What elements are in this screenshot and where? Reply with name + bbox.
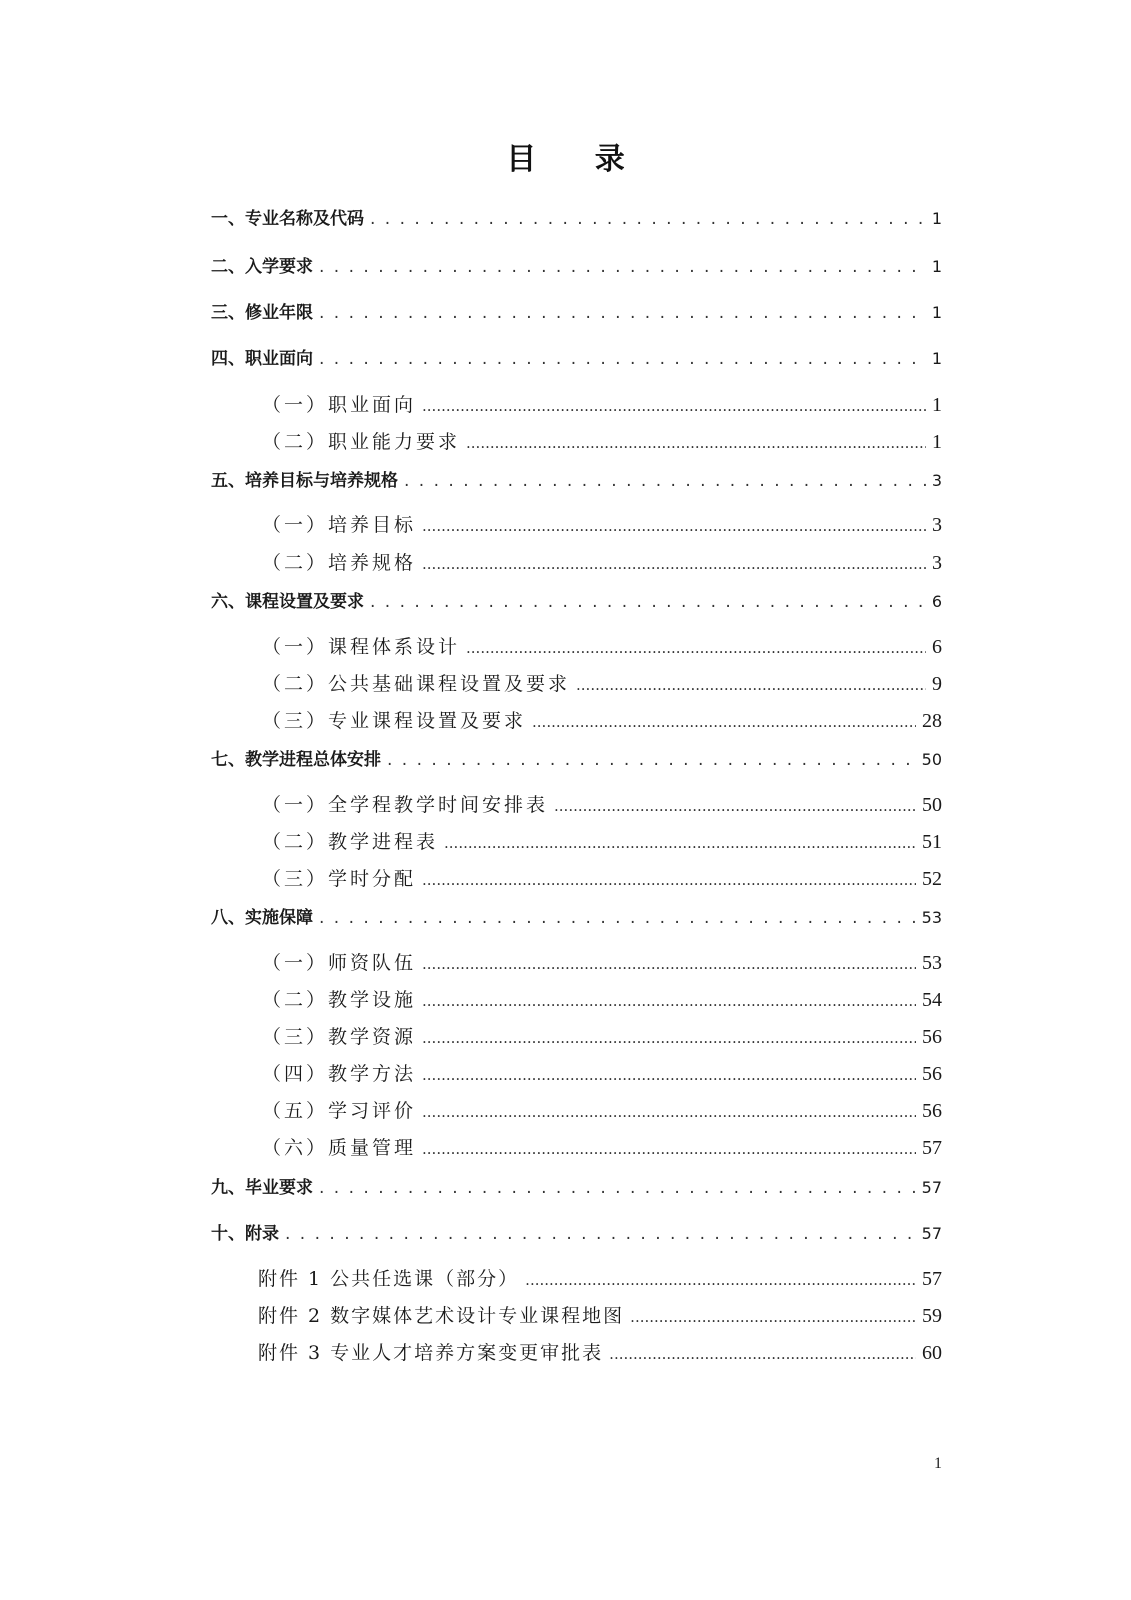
dot-leader	[576, 676, 926, 694]
toc-entry-page: 53	[922, 952, 942, 974]
toc-entry-label: 三、修业年限	[211, 303, 313, 323]
dot-leader	[387, 750, 916, 770]
toc-entry-label: （三）专业课程设置及要求	[262, 710, 527, 732]
toc-entry[interactable]	[211, 204, 942, 229]
toc-entry-label: 八、实施保障	[211, 908, 313, 928]
toc-entry-label: （五）学习评价	[262, 1100, 417, 1122]
toc-entry-page: 50	[922, 794, 942, 816]
dot-leader	[319, 908, 916, 928]
dot-leader	[404, 471, 926, 491]
toc-entry-page: 56	[922, 1026, 942, 1048]
toc-title: 目 录	[506, 142, 649, 177]
toc-entry-page: 54	[922, 989, 942, 1011]
toc-entry[interactable]	[211, 252, 942, 277]
toc-entry-page: 1	[932, 431, 942, 453]
dot-leader	[630, 1308, 916, 1326]
toc-entry-page: 3	[932, 552, 942, 574]
toc-entry-page: 52	[922, 868, 942, 890]
toc-entry[interactable]	[211, 298, 942, 323]
toc-entry-label: （一）培养目标	[262, 514, 417, 536]
toc-entry-label: 九、毕业要求	[211, 1178, 313, 1198]
dot-leader	[422, 555, 926, 573]
dot-leader	[525, 1271, 916, 1289]
toc-entry[interactable]	[211, 745, 942, 770]
toc-entry-label: （一）课程体系设计	[262, 636, 461, 658]
dot-leader	[422, 992, 916, 1010]
toc-entry-page: 1	[931, 349, 942, 368]
toc-entry-label: （二）职业能力要求	[262, 431, 461, 453]
toc-subentry[interactable]	[262, 632, 942, 659]
toc-subentry[interactable]	[262, 1096, 942, 1123]
dot-leader	[444, 834, 916, 852]
toc-entry-page: 1	[931, 209, 942, 228]
toc-subentry[interactable]	[262, 427, 942, 454]
toc-entry-label: 附件 2 数字媒体艺术设计专业课程地图	[258, 1305, 625, 1327]
toc-subentry[interactable]	[262, 1133, 942, 1160]
toc-entry-label: （二）培养规格	[262, 552, 417, 574]
toc-subentry[interactable]	[262, 948, 942, 975]
toc-entry-label: 二、入学要求	[211, 257, 313, 277]
toc-entry-page: 3	[932, 514, 942, 536]
dot-leader	[422, 517, 926, 535]
toc-subentry[interactable]	[262, 827, 942, 854]
toc-subentry[interactable]	[262, 864, 942, 891]
page-number: 1	[934, 1455, 942, 1472]
toc-entry-label: （四）教学方法	[262, 1063, 417, 1085]
toc-entry-label: （三）教学资源	[262, 1026, 417, 1048]
toc-entry[interactable]	[211, 1219, 942, 1244]
toc-subentry[interactable]	[262, 390, 942, 417]
toc-entry-page: 1	[931, 257, 942, 276]
toc-entry-label: 四、职业面向	[211, 349, 313, 369]
dot-leader	[319, 303, 926, 323]
toc-entry-page: 57	[921, 1178, 942, 1197]
toc-entry-page: 57	[922, 1268, 942, 1290]
toc-entry-page: 60	[922, 1342, 942, 1364]
toc-entry-page: 6	[932, 636, 942, 658]
toc-entry-label: 七、教学进程总体安排	[211, 750, 381, 770]
dot-leader	[422, 1103, 916, 1121]
toc-subentry[interactable]	[262, 1059, 942, 1086]
toc-subentry[interactable]	[262, 548, 942, 575]
toc-entry-page: 9	[932, 673, 942, 695]
dot-leader	[319, 257, 926, 277]
dot-leader	[422, 871, 916, 889]
toc-entry-label: 一、专业名称及代码	[211, 209, 364, 229]
dot-leader	[554, 797, 916, 815]
dot-leader	[422, 955, 916, 973]
toc-entry-page: 56	[922, 1100, 942, 1122]
toc-entry-label: （一）师资队伍	[262, 952, 417, 974]
dot-leader	[466, 434, 926, 452]
toc-appendix-entry[interactable]	[258, 1338, 942, 1365]
toc-subentry[interactable]	[262, 1022, 942, 1049]
toc-appendix-entry[interactable]	[258, 1264, 942, 1291]
toc-entry-label: （一）职业面向	[262, 394, 417, 416]
dot-leader	[532, 713, 916, 731]
toc-subentry[interactable]	[262, 510, 942, 537]
dot-leader	[422, 1066, 916, 1084]
toc-entry-label: 附件 1 公共任选课（部分）	[258, 1268, 520, 1290]
toc-entry-label: 六、课程设置及要求	[211, 592, 364, 612]
toc-entry-page: 57	[922, 1137, 942, 1159]
toc-entry-page: 56	[922, 1063, 942, 1085]
dot-leader	[422, 397, 926, 415]
toc-entry-label: 五、培养目标与培养规格	[211, 471, 398, 491]
toc-entry-page: 51	[922, 831, 942, 853]
dot-leader	[319, 349, 926, 369]
toc-entry[interactable]	[211, 1173, 942, 1198]
toc-entry-page: 53	[921, 908, 942, 927]
toc-entry-page: 50	[921, 750, 942, 769]
toc-entry[interactable]	[211, 466, 942, 491]
toc-entry-label: （二）教学进程表	[262, 831, 439, 853]
dot-leader	[466, 639, 926, 657]
dot-leader	[422, 1140, 916, 1158]
toc-entry-page: 28	[922, 710, 942, 732]
toc-entry-label: （二）教学设施	[262, 989, 417, 1011]
toc-entry-label: （一）全学程教学时间安排表	[262, 794, 549, 816]
toc-entry[interactable]	[211, 344, 942, 369]
dot-leader	[609, 1345, 916, 1363]
dot-leader	[370, 592, 926, 612]
toc-entry-label: （三）学时分配	[262, 868, 417, 890]
toc-subentry[interactable]	[262, 706, 942, 733]
toc-entry-label: 附件 3 专业人才培养方案变更审批表	[258, 1342, 604, 1364]
toc-entry-label: （六）质量管理	[262, 1137, 417, 1159]
toc-subentry[interactable]	[262, 985, 942, 1012]
toc-subentry[interactable]	[262, 669, 942, 696]
toc-entry[interactable]	[211, 587, 942, 612]
toc-appendix-entry[interactable]	[258, 1301, 942, 1328]
toc-entry-page: 3	[931, 471, 942, 490]
toc-entry-page: 6	[931, 592, 942, 611]
toc-entry-label: 十、附录	[211, 1224, 279, 1244]
toc-entry-page: 1	[931, 303, 942, 322]
toc-entry-page: 57	[921, 1224, 942, 1243]
dot-leader	[370, 209, 926, 229]
toc-entry-label: （二）公共基础课程设置及要求	[262, 673, 571, 695]
toc-entry[interactable]	[211, 903, 942, 928]
toc-subentry[interactable]	[262, 790, 942, 817]
toc-entry-page: 59	[922, 1305, 942, 1327]
dot-leader	[319, 1178, 916, 1198]
dot-leader	[422, 1029, 916, 1047]
toc-entry-page: 1	[932, 394, 942, 416]
dot-leader	[285, 1224, 916, 1244]
